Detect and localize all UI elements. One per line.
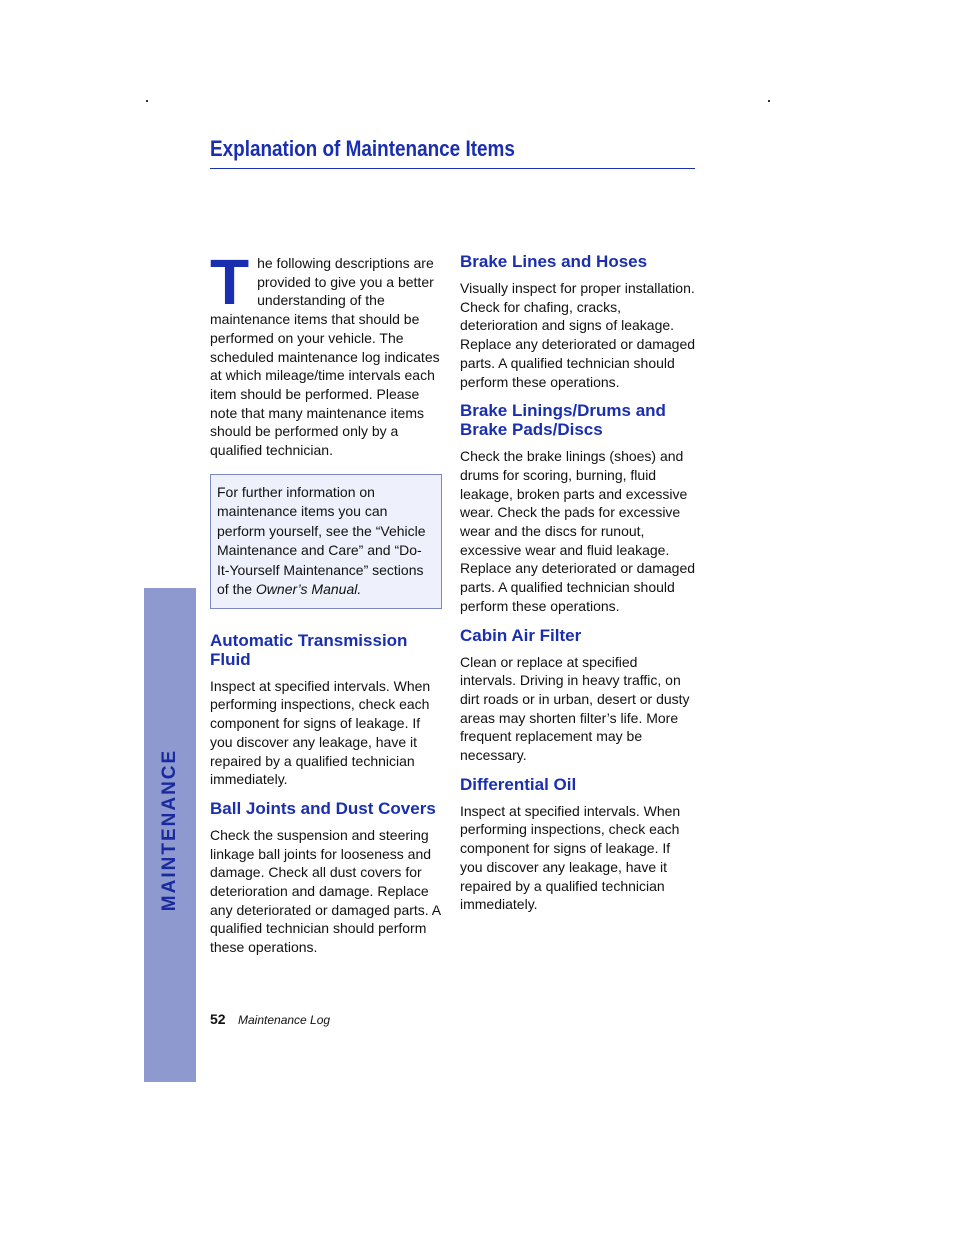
section-heading: Differential Oil bbox=[460, 774, 577, 794]
intro-text: he following descriptions are provided to give you a better understanding of the maintenance items that should be performed on your vehicle. The scheduled maintenance log indicates at which mileage/time intervals each item should be performed. Please note that many maintenance items should be performed only by a qualified technician. bbox=[210, 255, 440, 459]
crop-mark-right bbox=[768, 100, 770, 102]
section-body: Inspect at specified intervals. When performing inspections, check each component for signs of leakage. If you discover any leakage, have it repaired by a qualified technician immediately. bbox=[210, 677, 431, 788]
section-body: Check the brake linings (shoes) and drums for scoring, burning, fluid leakage, broken parts and excessive wear. Check the pads for excessive wear and the discs for runout, excessive wear and fluid leakage. Replace any deteriorated or damaged parts. A qualified technician should perform these operations. bbox=[460, 448, 696, 614]
left-section-list bbox=[210, 631, 442, 957]
title-rule bbox=[210, 168, 695, 169]
note-emphasis: Owner’s Manual. bbox=[255, 581, 362, 598]
section-heading: Automatic Transmission Fluid bbox=[210, 630, 408, 669]
side-tab-label: MAINTENANCE bbox=[159, 748, 180, 912]
intro-paragraph bbox=[210, 246, 442, 460]
section-heading: Brake Lines and Hoses bbox=[460, 252, 648, 271]
note-box bbox=[210, 474, 442, 609]
section-body: Check the suspension and steering linkage ball joints for looseness and damage. Check all dust covers for deterioration and damage. Replace any deteriorated or damaged parts. A qualified technician should perform these operations. bbox=[210, 826, 441, 956]
note-text: For further information on maintenance items you can perform yourself, see the “Vehicle Maintenance and Care” and “Do-It-Yourself Maintenance” sections of the bbox=[217, 483, 426, 598]
left-column bbox=[210, 246, 442, 967]
section-heading: Brake Linings/Drums and Brake Pads/Discs bbox=[460, 401, 666, 440]
section-heading: Cabin Air Filter bbox=[460, 625, 582, 645]
page-number: 52 bbox=[210, 1011, 226, 1027]
section-body: Clean or replace at specified intervals. Driving in heavy traffic, on dirt roads or in urban, desert or dusty areas may shorten filter’s life. More frequent replacement may be necessary. bbox=[460, 653, 690, 764]
right-column bbox=[460, 252, 696, 924]
page-title: Explanation of Maintenance Items bbox=[210, 136, 515, 161]
section-body: Visually inspect for proper installation. Check for chafing, cracks, deterioration and signs of leakage. Replace any deteriorated or damaged parts. A qualified technician should perform these operations. bbox=[460, 280, 696, 390]
page-footer-label: Maintenance Log bbox=[238, 1013, 331, 1027]
section-heading: Ball Joints and Dust Covers bbox=[210, 798, 436, 818]
crop-mark-left bbox=[146, 100, 148, 102]
drop-cap: T bbox=[210, 246, 250, 318]
section-body: Inspect at specified intervals. When performing inspections, check each component for signs of leakage. If you discover any leakage, have it repaired by a qualified technician immediately. bbox=[460, 802, 681, 913]
